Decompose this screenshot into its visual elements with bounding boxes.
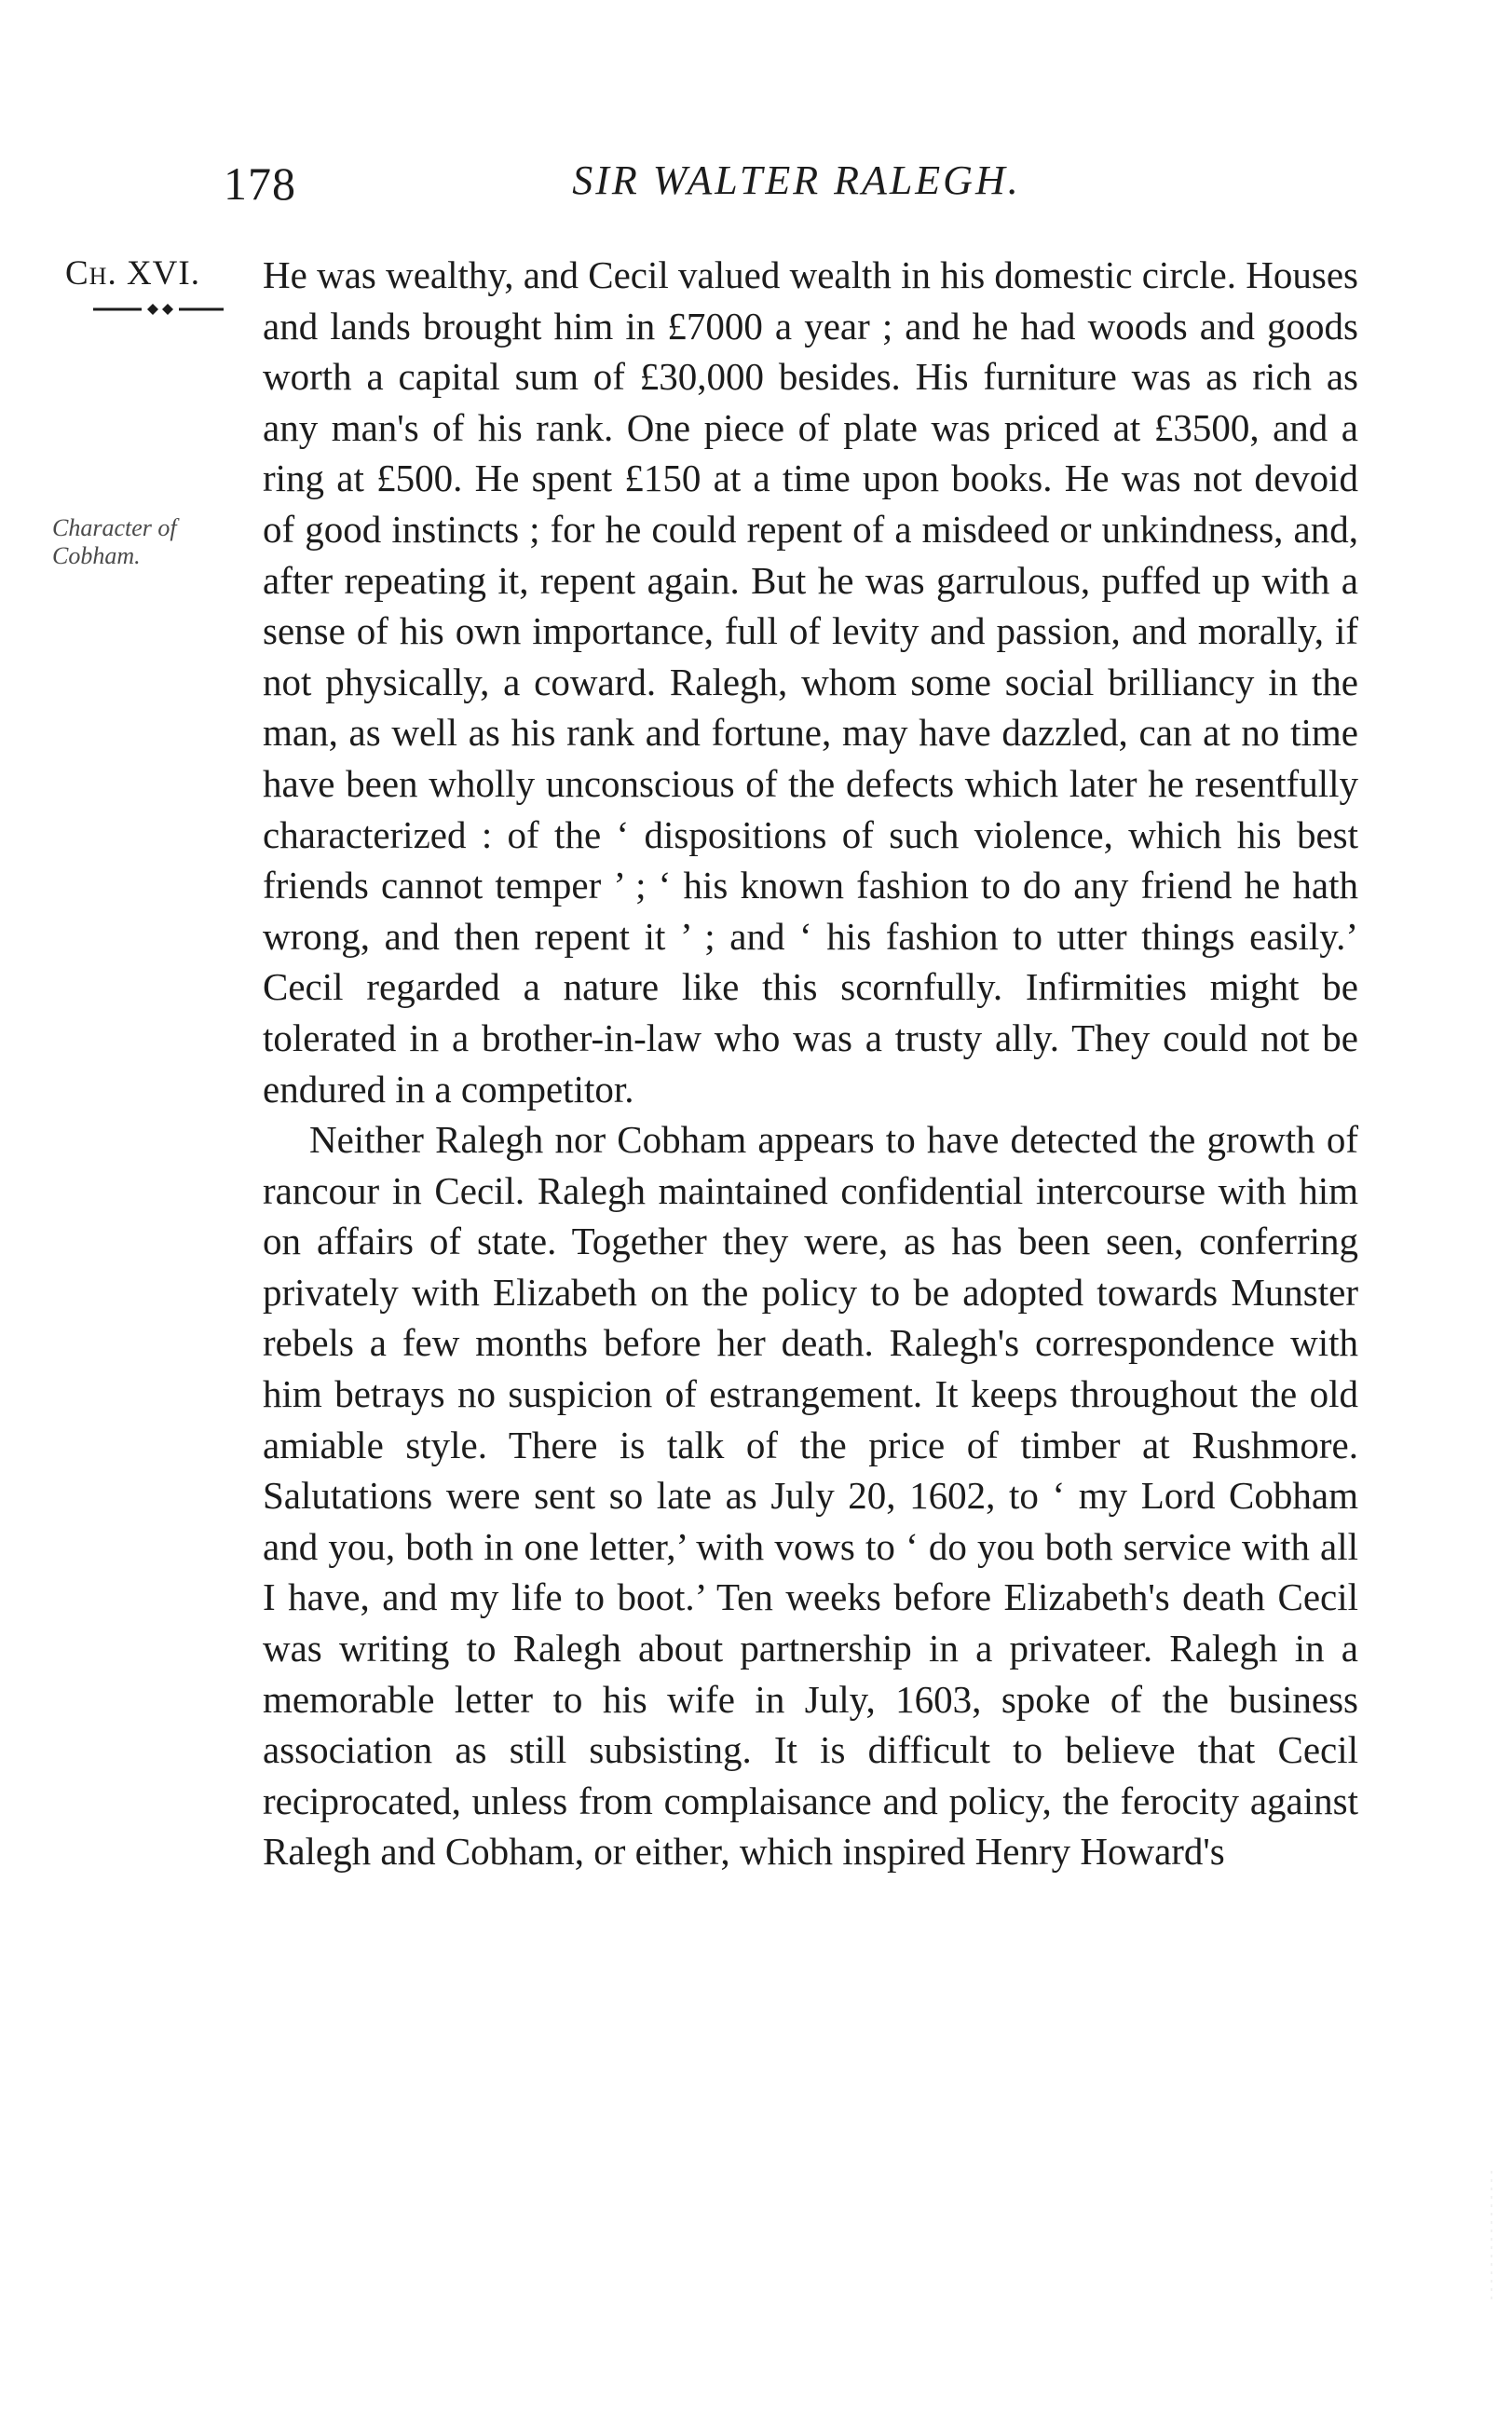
chapter-marker: Ch. XVI. bbox=[65, 254, 200, 293]
running-head bbox=[224, 157, 1369, 222]
ornament-rule-icon bbox=[93, 300, 224, 319]
paragraph-2: Neither Ralegh nor Cobham appears to have detected the growth of rancour in Cecil. Ralegh maintained confidential intercourse with him on affairs of state. Together they were, as has been seen, conferring privately with Elizabeth on the policy to be adopted towards Munster rebels a few months before her death. Ralegh's correspondence with him betrays no suspicion of estrangement. It keeps throughout the old amiable style. There is talk of the price of timber at Rushmore. Salutations were sent so late as July 20, 1602, to ‘ my Lord Cobham and you, both in one letter,’ with vows to ‘ do you both service with all I have, and my life to boot.’ Ten weeks before Elizabeth's death Cecil was writing to Ralegh about partnership in a privateer. Ralegh in a memorable letter to his wife in July, 1603, spoke of the business association as still subsisting. It is difficult to believe that Cecil reciprocated, unless from complaisance and policy, the ferocity against Ralegh and Cobham, or either, which inspired Henry Howard's bbox=[263, 1118, 1358, 1874]
margin-note-character-of-cobham: Character of Cobham. bbox=[52, 514, 177, 569]
running-title: SIR WALTER RALEGH. bbox=[572, 157, 1021, 203]
page-number: 178 bbox=[224, 157, 296, 210]
text-body bbox=[263, 250, 1358, 1877]
paragraph-1: He was wealthy, and Cecil valued wealth in his domestic circle. Houses and lands brought him in £7000 a year ; and he had woods and goods worth a capital sum of £30,000 besides. His furniture was as rich as any man's of his rank. One piece of plate was priced at £3500, and a ring at £500. He spent £150 at a time upon books. He was not devoid of good instincts ; for he could repent of a misdeed or unkindness, and, after repeating it, repent again. But he was garrulous, puffed up with a sense of his own importance, full of levity and passion, and morally, if not physically, a coward. Ralegh, whom some social brilliancy in the man, as well as his rank and fortune, may have dazzled, can at no time have been wholly unconscious of the defects which later he resentfully characterized : of the ‘ dispositions of such violence, which his best friends cannot temper ’ ; ‘ his known fashion to do any friend he hath wrong, and then repent it ’ ; and ‘ his fashion to utter things easily.’ Cecil regarded a nature like this scornfully. Infirmities might be tolerated in a brother-in-law who was a trusty ally. They could not be endured in a competitor. bbox=[263, 253, 1358, 1111]
scan-edge-mark bbox=[1482, 2171, 1501, 2301]
